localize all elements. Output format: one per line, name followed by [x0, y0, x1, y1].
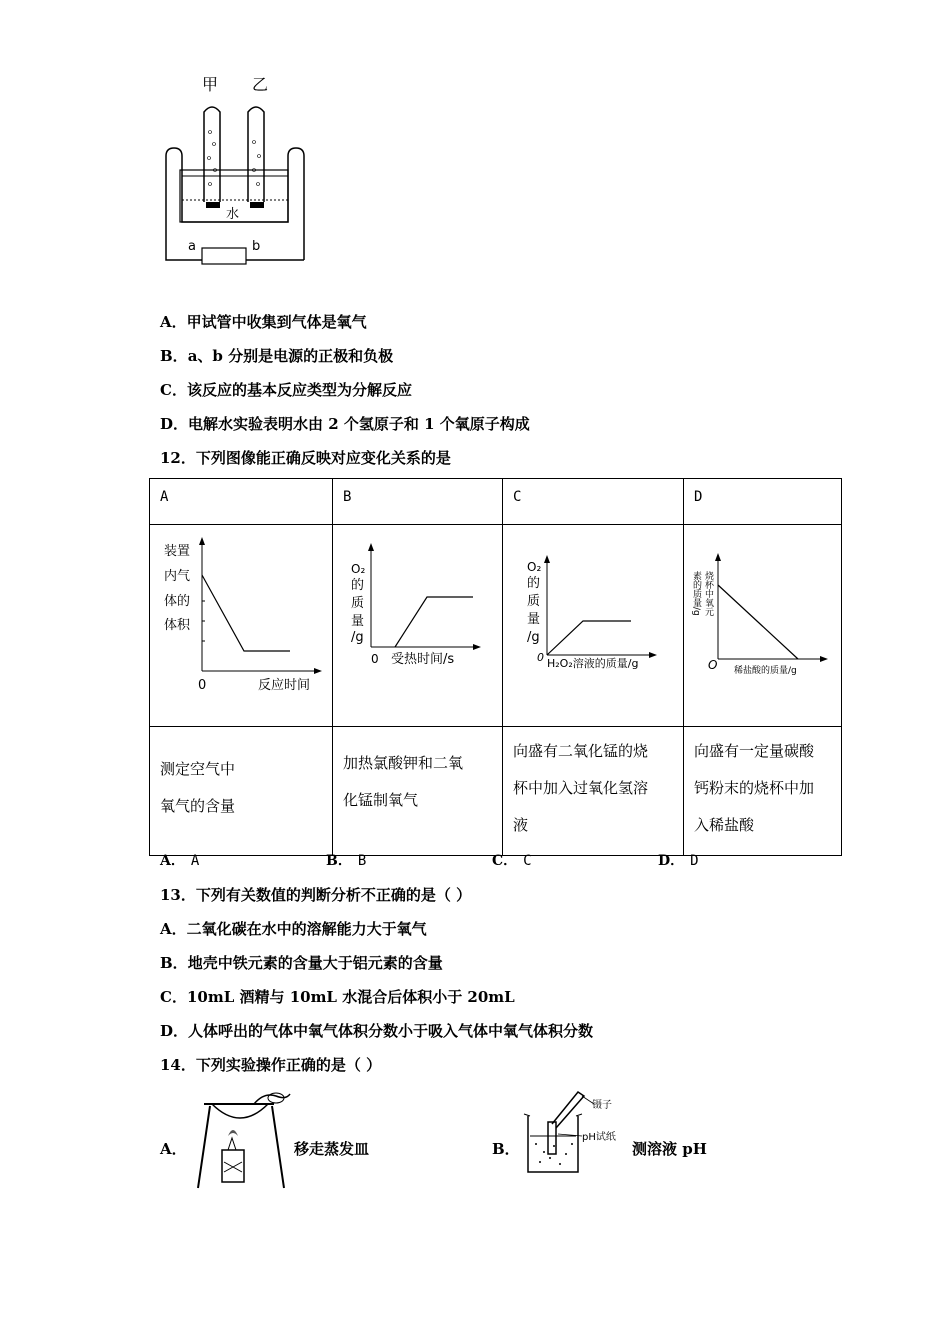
graph-c-ylabel-4: 量: [527, 612, 541, 627]
water-label: 水: [226, 207, 240, 222]
graph-b-ylabel-1: O₂: [351, 562, 366, 576]
graph-a-ylabel-4: 体积: [164, 618, 191, 633]
q11-option-b: B．a、b 分别是电源的正极和负极: [160, 347, 394, 365]
graph-d-origin: O: [708, 658, 718, 672]
graph-c-xlabel: H₂O₂溶液的质量/g: [547, 657, 639, 670]
graph-d-xlabel: 稀盐酸的质量/g: [734, 666, 797, 676]
graph-b-origin: 0: [371, 652, 379, 666]
tube-left-label: 甲: [202, 75, 219, 94]
q13-stem: 13．下列有关数值的判断分析不正确的是（ ）: [160, 886, 472, 904]
graph-a-xlabel: 反应时间: [258, 678, 311, 693]
graph-c-origin: 0: [537, 651, 544, 664]
col-header-c: C: [503, 479, 684, 525]
graph-c-ylabel-5: /g: [527, 630, 540, 645]
q12-stem: 12．下列图像能正确反映对应变化关系的是: [160, 449, 451, 467]
q14-option-b-caption: 测溶液 pH: [632, 1140, 707, 1158]
q12-answer-c: C． C: [492, 853, 532, 869]
graph-c: [503, 525, 683, 722]
col-header-a: A: [150, 479, 333, 525]
q12-answer-d: D． D: [658, 853, 699, 869]
tube-right-label: 乙: [252, 75, 269, 94]
q12-answer-a: A． A: [160, 853, 200, 869]
graph-d-ylabel-1: 烧杯中氧元: [703, 571, 713, 616]
graph-d-ylabel-2: 素的质量/g: [691, 571, 701, 616]
graph-b-xlabel: 受热时间/s: [391, 652, 455, 667]
col-header-b: B: [333, 479, 503, 525]
desc-a: 测定空气中 氧气的含量: [150, 727, 333, 856]
desc-d: 向盛有一定量碳酸 钙粉末的烧杯中加 入稀盐酸: [684, 727, 842, 856]
q14-option-b-label: B．: [492, 1140, 520, 1158]
q11-option-d: D．电解水实验表明水由 2 个氢原子和 1 个氧原子构成: [160, 415, 530, 433]
electrode-b-label: b: [252, 239, 261, 254]
q12-answer-b: B． B: [326, 853, 367, 869]
graph-a-origin: 0: [198, 678, 207, 693]
ph-test-figure: [522, 1088, 632, 1178]
q13-option-d: D．人体呼出的气体中氧气体积分数小于吸入气体中氧气体积分数: [160, 1022, 594, 1040]
q13-option-b: B．地壳中铁元素的含量大于铝元素的含量: [160, 954, 443, 972]
q11-option-c: C．该反应的基本反应类型为分解反应: [160, 381, 412, 399]
q14-option-a-caption: 移走蒸发皿: [294, 1140, 370, 1158]
q11-option-a: A．甲试管中收集到气体是氧气: [160, 313, 367, 331]
graph-a-ylabel-3: 体的: [164, 594, 191, 609]
graph-cell-c: [503, 525, 684, 727]
electrode-a-label: a: [188, 239, 196, 254]
graph-c-ylabel-2: 的: [527, 576, 541, 591]
ph-paper-label: pH试纸: [582, 1132, 616, 1143]
graph-b-ylabel-4: 量: [351, 614, 365, 629]
graph-c-ylabel-1: O₂: [527, 560, 542, 574]
col-header-d: D: [684, 479, 842, 525]
graph-b: [333, 525, 502, 722]
graph-b-ylabel-5: /g: [351, 630, 364, 645]
evaporating-dish-figure: [194, 1088, 296, 1192]
graph-a: [150, 525, 332, 722]
desc-c: 向盛有二氧化锰的烧 杯中加入过氧化氢溶 液: [503, 727, 684, 856]
graph-cell-d: [684, 525, 842, 727]
q14-option-a-label: A．: [160, 1140, 187, 1158]
q13-option-c: C．10mL 酒精与 10mL 水混合后体积小于 20mL: [160, 988, 515, 1006]
q14-stem: 14．下列实验操作正确的是（ ）: [160, 1056, 382, 1074]
q12-table: [149, 478, 842, 856]
graph-a-ylabel-2: 内气: [164, 569, 191, 584]
graph-c-ylabel-3: 质: [527, 594, 541, 609]
electrolysis-figure: [160, 72, 312, 272]
graph-b-ylabel-2: 的: [351, 578, 365, 593]
q13-option-a: A．二氧化碳在水中的溶解能力大于氧气: [160, 920, 427, 938]
graph-b-ylabel-3: 质: [351, 596, 365, 611]
graph-cell-a: [150, 525, 333, 727]
desc-b: 加热氯酸钾和二氧 化锰制氧气: [333, 727, 503, 856]
graph-a-ylabel-1: 装置: [164, 544, 191, 559]
graph-cell-b: [333, 525, 503, 727]
tweezers-label: 镊子: [592, 1100, 612, 1111]
graph-d: [684, 525, 841, 722]
